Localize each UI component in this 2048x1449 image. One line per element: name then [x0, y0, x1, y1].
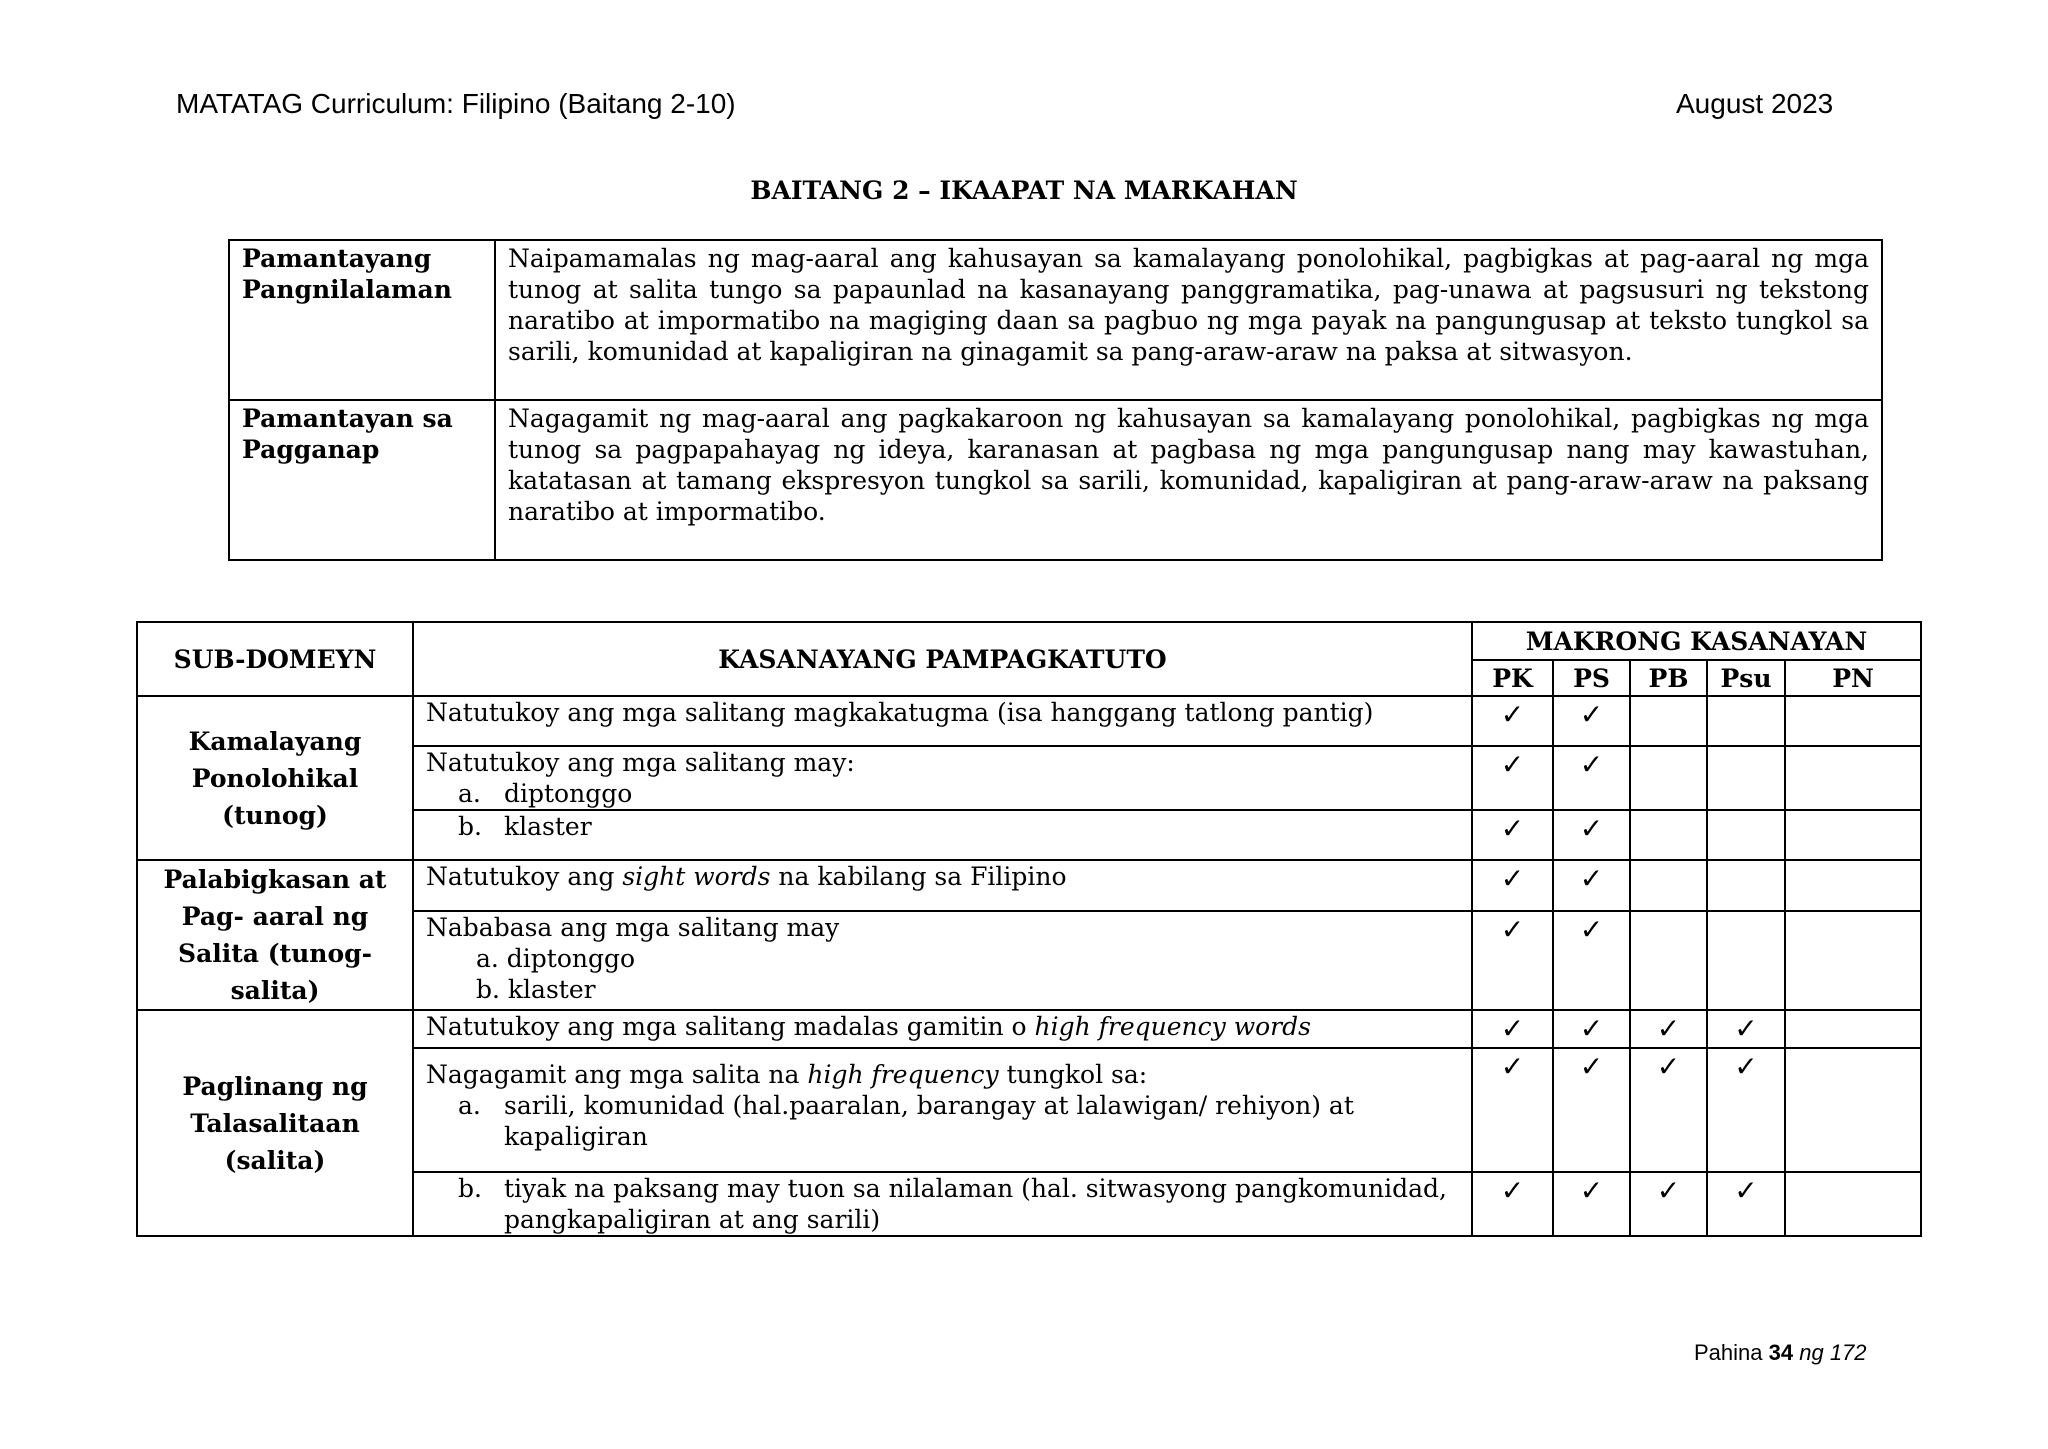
- standard-label: Pamantayang Pangnilalaman: [229, 240, 495, 400]
- subdomain-cell: Kamalayang Ponolohikal (tunog): [137, 696, 413, 860]
- col-header-pb: PB: [1630, 660, 1707, 696]
- empty-cell: [1785, 1048, 1921, 1172]
- empty-cell: [1785, 1172, 1921, 1236]
- list-item: [458, 1090, 1459, 1152]
- col-header-competency: KASANAYANG PAMPAGKATUTO: [413, 622, 1472, 696]
- list-text: sarili, komunidad (hal.paaralan, barangay at lalawigan/ rehiyon) at kapaligiran: [504, 1091, 1354, 1151]
- standard-label: Pamantayan sa Pagganap: [229, 400, 495, 560]
- table-row: [137, 1010, 1921, 1048]
- table-row: [137, 860, 1921, 911]
- empty-cell: [1707, 746, 1785, 810]
- list-text: klaster: [504, 812, 592, 841]
- list-item: b. klaster: [476, 975, 596, 1005]
- check-mark: ✓: [1707, 1048, 1785, 1172]
- check-mark: ✓: [1630, 1010, 1707, 1048]
- subdomain-cell: Paglinang ng Talasalitaan (salita): [137, 1010, 413, 1236]
- check-mark: ✓: [1472, 746, 1553, 810]
- competency-cell: [413, 1010, 1472, 1048]
- doc-header-title: MATATAG Curriculum: Filipino (Baitang 2-10): [176, 88, 736, 119]
- competency-text: Nagagamit ang mga salita na: [426, 1060, 808, 1089]
- competency-text: na kabilang sa Filipino: [770, 862, 1067, 891]
- empty-cell: [1785, 810, 1921, 860]
- list-marker: b.: [458, 1174, 482, 1203]
- empty-cell: [1707, 911, 1785, 1010]
- list-item: [458, 1173, 1459, 1235]
- footer-separator: ng: [1793, 1340, 1830, 1365]
- competency-cell: [413, 1048, 1472, 1172]
- check-mark: ✓: [1472, 911, 1553, 1010]
- empty-cell: [1785, 860, 1921, 911]
- empty-cell: [1630, 810, 1707, 860]
- total-pages: 172: [1829, 1340, 1867, 1365]
- check-mark: ✓: [1553, 810, 1630, 860]
- empty-cell: [1630, 746, 1707, 810]
- competency-emphasis: high frequency words: [1034, 1012, 1311, 1041]
- competency-text: [426, 1059, 1459, 1090]
- check-mark: ✓: [1472, 1048, 1553, 1172]
- standards-row: [229, 400, 1882, 560]
- check-mark: ✓: [1472, 810, 1553, 860]
- competency-text: Natutukoy ang mga salitang madalas gamitin o: [426, 1012, 1035, 1041]
- check-mark: ✓: [1472, 860, 1553, 911]
- col-header-pk: PK: [1472, 660, 1553, 696]
- standards-table: [228, 239, 1883, 561]
- competency-table: [136, 621, 1922, 1237]
- competency-cell: Natutukoy ang mga salitang magkakatugma (isa hanggang tatlong pantig): [413, 696, 1472, 746]
- check-mark: ✓: [1553, 746, 1630, 810]
- check-mark: ✓: [1553, 1048, 1630, 1172]
- list-item: [458, 778, 1459, 809]
- check-mark: ✓: [1553, 696, 1630, 746]
- standard-text: Naipamamalas ng mag-aaral ang kahusayan sa kamalayang ponolohikal, pagbigkas at pag-aaral ng mga tunog at salita tungo sa papaunlad na kasanayang panggramatika, pag-unawa at pagsusuri ng tekstong naratibo at impormatibo na magiging daan sa pagbuo ng mga payak na pangungusap at teksto tungkol sa sarili, komunidad at kapaligiran na ginagamit sa pang-araw-araw na paksa at sitwasyon.: [495, 240, 1882, 400]
- check-mark: ✓: [1472, 1172, 1553, 1236]
- list-marker: a.: [458, 779, 481, 808]
- empty-cell: [1785, 746, 1921, 810]
- list-text: diptonggo: [504, 779, 633, 808]
- col-header-psu: Psu: [1707, 660, 1785, 696]
- check-mark: ✓: [1472, 696, 1553, 746]
- page-title: BAITANG 2 – IKAAPAT NA MARKAHAN: [750, 176, 1298, 205]
- standards-row: [229, 240, 1882, 400]
- col-header-ps: PS: [1553, 660, 1630, 696]
- empty-cell: [1630, 911, 1707, 1010]
- check-mark: ✓: [1630, 1048, 1707, 1172]
- competency-cell: [413, 1172, 1472, 1236]
- empty-cell: [1707, 696, 1785, 746]
- competency-emphasis: sight words: [622, 862, 771, 891]
- empty-cell: [1785, 1010, 1921, 1048]
- subdomain-cell: Palabigkasan at Pag- aaral ng Salita (tunog-salita): [137, 860, 413, 1010]
- competency-cell: [413, 746, 1472, 810]
- check-mark: ✓: [1553, 1010, 1630, 1048]
- empty-cell: [1707, 860, 1785, 911]
- col-header-macro: MAKRONG KASANAYAN: [1472, 622, 1921, 660]
- list-marker: b.: [458, 812, 482, 841]
- check-mark: ✓: [1553, 860, 1630, 911]
- competency-text: Natutukoy ang: [426, 862, 623, 891]
- list-text: tiyak na paksang may tuon sa nilalaman (hal. sitwasyong pangkomunidad, pangkapaligiran at ang sarili): [504, 1174, 1447, 1234]
- list-item: a. diptonggo: [476, 944, 636, 974]
- standard-text: Nagagamit ng mag-aaral ang pagkakaroon ng kahusayan sa kamalayang ponolohikal, pagbigkas ng mga tunog sa pagpapahayag ng ideya, karanasan at pagbasa ng mga pangungusap nang may kawastuhan, katatasan at tamang ekspresyon tungkol sa sarili, komunidad, kapaligiran at pang-araw-araw na paksang naratibo at impormatibo.: [495, 400, 1882, 560]
- competency-cell: [413, 860, 1472, 911]
- check-mark: ✓: [1553, 911, 1630, 1010]
- footer-prefix: Pahina: [1694, 1340, 1769, 1365]
- list-item: [458, 811, 1459, 842]
- check-mark: ✓: [1472, 1010, 1553, 1048]
- empty-cell: [1785, 911, 1921, 1010]
- competency-cell: [413, 810, 1472, 860]
- competency-emphasis: high frequency: [807, 1060, 999, 1089]
- empty-cell: [1785, 696, 1921, 746]
- list-marker: a.: [458, 1091, 481, 1120]
- doc-header-date: August 2023: [1676, 88, 1834, 119]
- competency-text: Natutukoy ang mga salitang may:: [426, 748, 855, 777]
- check-mark: ✓: [1553, 1172, 1630, 1236]
- page-number: 34: [1768, 1340, 1794, 1365]
- empty-cell: [1630, 696, 1707, 746]
- competency-cell: [413, 911, 1472, 1010]
- check-mark: ✓: [1707, 1172, 1785, 1236]
- competency-text: tungkol sa:: [998, 1060, 1148, 1089]
- page-footer: [1694, 1340, 1867, 1366]
- check-mark: ✓: [1630, 1172, 1707, 1236]
- col-header-subdomain: SUB-DOMEYN: [137, 622, 413, 696]
- table-header-row: [137, 622, 1921, 660]
- empty-cell: [1707, 810, 1785, 860]
- check-mark: ✓: [1707, 1010, 1785, 1048]
- col-header-pn: PN: [1785, 660, 1921, 696]
- table-row: [137, 696, 1921, 746]
- competency-text: Nababasa ang mga salitang may: [426, 913, 840, 943]
- empty-cell: [1630, 860, 1707, 911]
